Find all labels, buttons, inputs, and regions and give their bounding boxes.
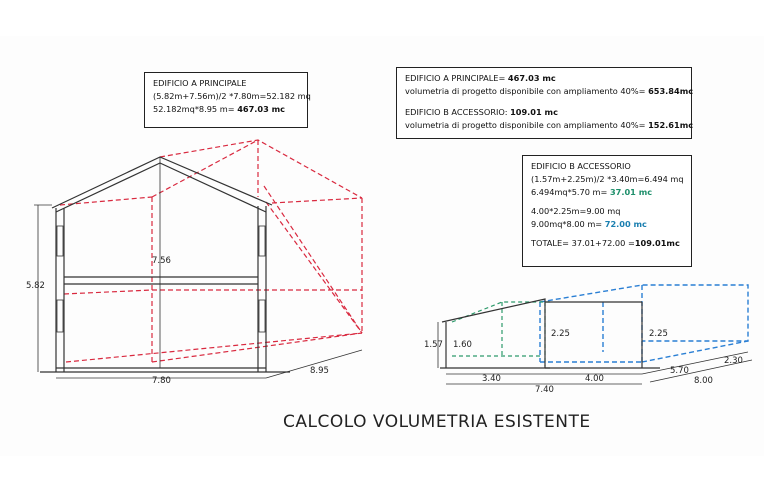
box-b-total	[531, 237, 683, 250]
building-b-volume-green	[452, 302, 552, 366]
summary-spacer	[405, 98, 683, 106]
building-a-dimensions	[34, 205, 362, 378]
summary-a-value: 467.03 mc	[507, 73, 556, 83]
dim-a-ridge-height: 7.56	[152, 256, 171, 266]
calc-box-building-a	[144, 72, 311, 128]
box-b-line4-value: 72.00 mc	[604, 219, 647, 229]
building-b-section	[440, 299, 660, 368]
box-b-total-prefix: TOTALE= 37.01+72.00 =	[531, 238, 635, 248]
dim-b-h3: 2.25	[551, 329, 570, 339]
dim-b-h1: 1.57	[424, 340, 443, 350]
dim-b-w1: 3.40	[482, 374, 501, 384]
dim-b-h4: 2.25	[649, 329, 668, 339]
summary-a-row	[405, 72, 683, 85]
box-b-line1: (1.57m+2.25m)/2 *3.40m=6.494 mq	[531, 174, 684, 184]
building-a-volume	[60, 140, 362, 362]
summary-a-label: EDIFICIO A PRINCIPALE=	[405, 73, 506, 83]
box-b-total-value: 109.01mc	[634, 238, 680, 248]
dim-b-w-total: 7.40	[535, 385, 554, 395]
box-b-line2	[531, 186, 683, 199]
box-a-line2	[153, 103, 299, 116]
box-b-line3: 4.00*2.25m=9.00 mq	[531, 206, 621, 216]
summary-b-vol-row	[405, 119, 694, 132]
dim-a-left-height: 5.82	[26, 281, 45, 291]
dim-b-d2: 2.30	[724, 356, 743, 366]
dim-b-d-total: 8.00	[694, 376, 713, 386]
summary-a-vol-value: 653.84mc	[648, 86, 694, 96]
building-b-volume-blue	[540, 285, 748, 362]
building-a	[26, 140, 362, 386]
summary-b-value: 109.01 mc	[510, 107, 558, 117]
dim-a-width: 7.80	[152, 376, 171, 386]
dim-b-d1: 5.70	[670, 366, 689, 376]
building-b	[424, 285, 752, 395]
box-b-heading: EDIFICIO B ACCESSORIO	[531, 161, 631, 171]
summary-b-vol-value: 152.61mc	[648, 120, 694, 130]
dim-b-w2: 4.00	[585, 374, 604, 384]
box-a-line2-prefix: 52.182mq*8.95 m=	[153, 104, 235, 114]
summary-b-vol-label: volumetria di progetto disponibile con ampliamento 40%=	[405, 120, 646, 130]
drawing-title: CALCOLO VOLUMETRIA ESISTENTE	[283, 412, 591, 432]
dim-b-h2: 1.60	[453, 340, 472, 350]
calc-box-building-b	[522, 155, 692, 267]
box-b-line2-prefix: 6.494mq*5.70 m=	[531, 187, 608, 197]
box-a-line1: (5.82m+7.56m)/2 *7.80m=52.182 mq	[153, 91, 311, 101]
dim-a-depth: 8.95	[310, 366, 329, 376]
box-a-heading: EDIFICIO A PRINCIPALE	[153, 78, 247, 88]
summary-a-vol-row	[405, 85, 694, 98]
summary-a-vol-label: volumetria di progetto disponibile con ampliamento 40%=	[405, 86, 646, 96]
box-b-line4-prefix: 9.00mq*8.00 m=	[531, 219, 603, 229]
summary-b-row	[405, 106, 683, 119]
box-b-line2-value: 37.01 mc	[609, 187, 653, 197]
box-b-line4	[531, 218, 683, 231]
box-a-line2-value: 467.03 mc	[237, 104, 286, 114]
summary-box	[396, 67, 692, 139]
summary-b-label: EDIFICIO B ACCESSORIO:	[405, 107, 508, 117]
